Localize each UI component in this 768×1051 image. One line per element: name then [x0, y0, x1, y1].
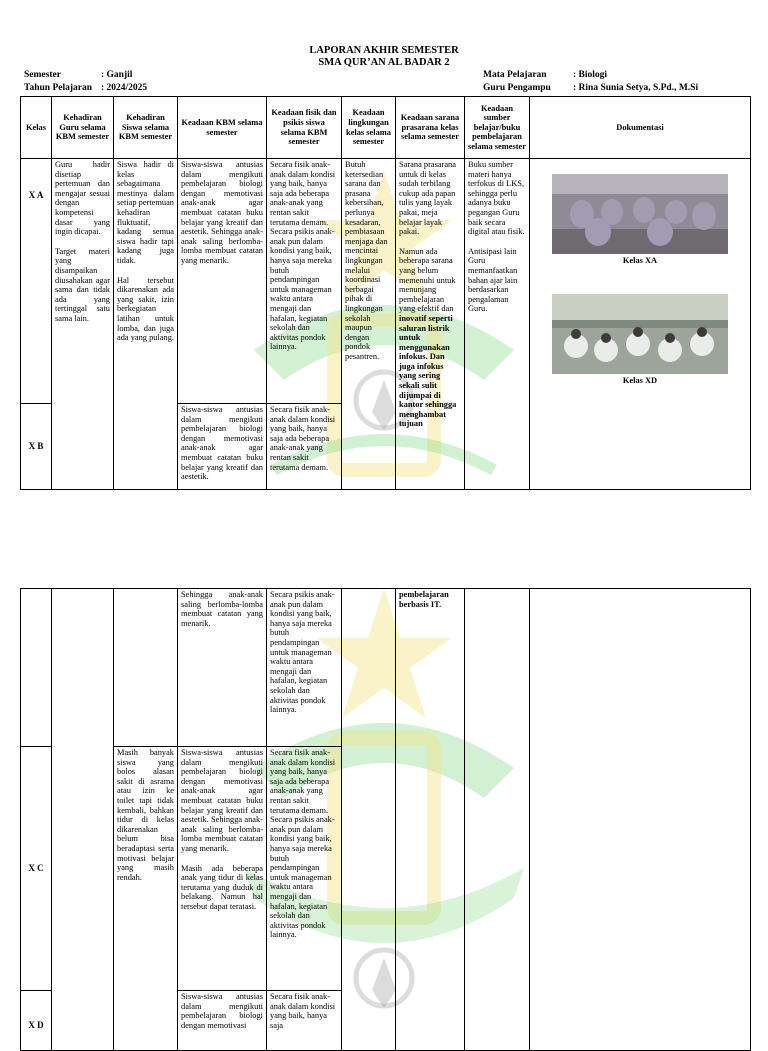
table-row-xb-cont [21, 589, 751, 747]
sumber-belajar-cont [465, 589, 530, 1051]
kbm-xb-cont-cell: Sehingga anak-anak saling berlomba-lomba membuat catatan yang menarik. [178, 589, 267, 747]
dokumentasi-cell [530, 159, 751, 490]
col-dokumentasi: Dokumentasi [530, 97, 751, 159]
kehadiran-siswa-cont [114, 589, 178, 747]
caption-kelas-xa: Kelas XA [622, 256, 658, 265]
kehadiran-guru-cont [52, 589, 114, 1051]
report-table-page1 [20, 96, 751, 490]
semester-value: : Ganjil [101, 70, 133, 80]
photo-kelas-xa [552, 174, 728, 254]
sumber-belajar-cell: Buku sumber materi hanya terfokus di LKS, sehingga perlu adanya buku pegangan Guru baik secara digital atau fisik. Antisipasi lain Guru memanfaatkan bahan ajar lain berdasarkan pengalaman Guru. [465, 159, 530, 490]
sarana-cont-cell: pembelajaran berbasis IT. [396, 589, 465, 1051]
class-xa: X A [21, 159, 52, 404]
class-xd: X D [21, 991, 52, 1051]
tahun-label: Tahun Pelajaran [24, 83, 93, 93]
col-keadaan-fisik: Keadaan fisik dan psikis siswa selama KBM semester [267, 97, 342, 159]
fisik-xc-cell: Secara fisik anak-anak dalam kondisi yang baik, hanya saja ada beberapa anak-anak yang rentan sakit terutama demam. Secara psikis anak-anak pun dalam kondisi yang baik, hanya saja mereka butuh pendampingan untuk manageman waktu antara mengaji dan hafalan, kegiatan sekolah dan aktivitas pondok lainnya. [267, 747, 342, 991]
kbm-xb-cell: Siswa-siswa antusias dalam mengikuti pembelajaran biologi dengan memotivasi anak-anak agar membuat catatan buku belajar yang kreatif dan aestetik. [178, 404, 267, 490]
class-xb: X B [21, 404, 52, 490]
kehadiran-siswa-cell: Siswa hadir di kelas sebagaimana mestinya dalam setiap pertemuan kehadiran fluktuatif, kadang semua siswa hadir tapi kadang juga tidak. Hal tersebut dikarenakan ada yang sakit, izin berkegiatan latihan untuk lomba, dan juga ada yang pulang. [114, 159, 178, 490]
kbm-xd-cell: Siswa-siswa antusias dalam mengikuti pembelajaran biologi dengan memotivasi [178, 991, 267, 1051]
guru-label: Guru Pengampu [483, 83, 551, 93]
dokumentasi-cont [530, 589, 751, 1051]
tahun-value: : 2024/2025 [101, 83, 148, 93]
col-kehadiran-siswa: Kehadiran Siswa selama KBM semester [114, 97, 178, 159]
table-row-xa [21, 159, 751, 404]
col-sarana: Keadaan sarana prasarana kelas selama semester [396, 97, 465, 159]
caption-kelas-xd: Kelas XD [622, 375, 658, 385]
report-table-page2 [20, 588, 751, 1051]
kehadiran-siswa-xc-cell: Masih banyak siswa yang bolos alasan sakit di asrama atau izin ke toilet tapi tidak kembali, bahkan tidur di kelas dikarenakan belum bisa beradaptasi serta motivasi belajar yang masih rendah. [114, 747, 178, 1051]
fisik-xb-cell: Secara fisik anak-anak dalam kondisi yang baik, hanya saja ada beberapa anak-anak yang rentan sakit terutama demam. [267, 404, 342, 490]
kehadiran-guru-cell: Guru hadir disetiap pertemuan dan mengajar sesuai dengan kompetensi dasar yang ingin dicapai. Target materi yang disampaikan diusahakan agar sama dan tidak ada yang tertinggal satu sama lain. [52, 159, 114, 490]
lingkungan-cell: Butuh ketersedian sarana dan prasana kebersihan, perlunya kesadaran, pembiasaan menjaga dan mencintai lingkungan melalui koordinasi berbagai pihak di lingkungan sekolah maupun dengan pondok pesantren. [342, 159, 396, 490]
guru-value: : Rina Sunia Setya, S.Pd., M.Si [573, 83, 699, 93]
semester-label: Semester [24, 70, 61, 80]
col-keadaan-kbm: Keadaan KBM selama semester [178, 97, 267, 159]
report-title: LAPORAN AKHIR SEMESTER [309, 45, 459, 56]
page-1 [0, 0, 768, 500]
class-xb-cont [21, 589, 52, 747]
kbm-xc-cell: Siswa-siswa antusias dalam mengikuti pembelajaran biologi dengan memotivasi anak-anak agar membuat catatan buku belajar yang kreatif dan aestetik. Sehingga anak-anak saling berlomba-lomba membuat catatan yang menarik. Masih ada beberapa anak yang tidur di kelas terutama yang duduk di belakang. Namun hal tersebut dapat teratasi. [178, 747, 267, 991]
col-kelas: Kelas [21, 97, 52, 159]
sarana-cell: Sarana prasarana untuk di kelas sudah terbilang cukup ada papan tulis yang layak pakai, meja belajar layak pakai. Namun ada beberapa sarana yang belum memenuhi untuk menunjang pembelajaran yang efektif dan inovatif seperti saluran listrik untuk menggunakan infokus. Dan juga infokus yang sering sekali sulit dijumpai di kantor sehingga menghambat tujuan [396, 159, 465, 490]
col-lingkungan: Keadaan lingkungan kelas selama semester [342, 97, 396, 159]
mapel-value: : Biologi [573, 70, 608, 80]
class-xc: X C [21, 747, 52, 991]
fisik-xa-cell: Secara fisik anak-anak dalam kondisi yang baik, hanya saja ada beberapa anak-anak yang rentan sakit terutama demam. Secara psikis anak-anak pun dalam kondisi yang baik, hanya saja mereka butuh pendampingan untuk manageman waktu antara mengaji dan hafalan, kegiatan sekolah dan aktivitas pondok lainnya. [267, 159, 342, 404]
fisik-xb-cont-cell: Secara psikis anak-anak pun dalam kondisi yang baik, hanya saja mereka butuh pendampingan untuk manageman waktu antara mengaji dan hafalan, kegiatan sekolah dan aktivitas pondok lainnya. [267, 589, 342, 747]
col-kehadiran-guru: Kehadiran Guru selama KBM semester [52, 97, 114, 159]
school-name: SMA QUR’AN AL BADAR 2 [318, 57, 450, 68]
table-header-row [21, 97, 751, 159]
page-2 [0, 548, 768, 1030]
mapel-label: Mata Pelajaran [483, 70, 547, 80]
col-sumber-belajar: Keadaan sumber belajar/buku pembelajaran selama semester [465, 97, 530, 159]
lingkungan-cont [342, 589, 396, 1051]
photo-kelas-xd [552, 294, 728, 374]
kbm-xa-cell: Siswa-siswa antusias dalam mengikuti pembelajaran biologi dengan memotivasi anak-anak agar membuat catatan buku belajar yang kreatif dan aestetik. Sehingga anak-anak saling berlomba-lomba membuat catatan yang menarik. [178, 159, 267, 404]
fisik-xd-cell: Secara fisik anak-anak dalam kondisi yang baik, hanya saja [267, 991, 342, 1051]
